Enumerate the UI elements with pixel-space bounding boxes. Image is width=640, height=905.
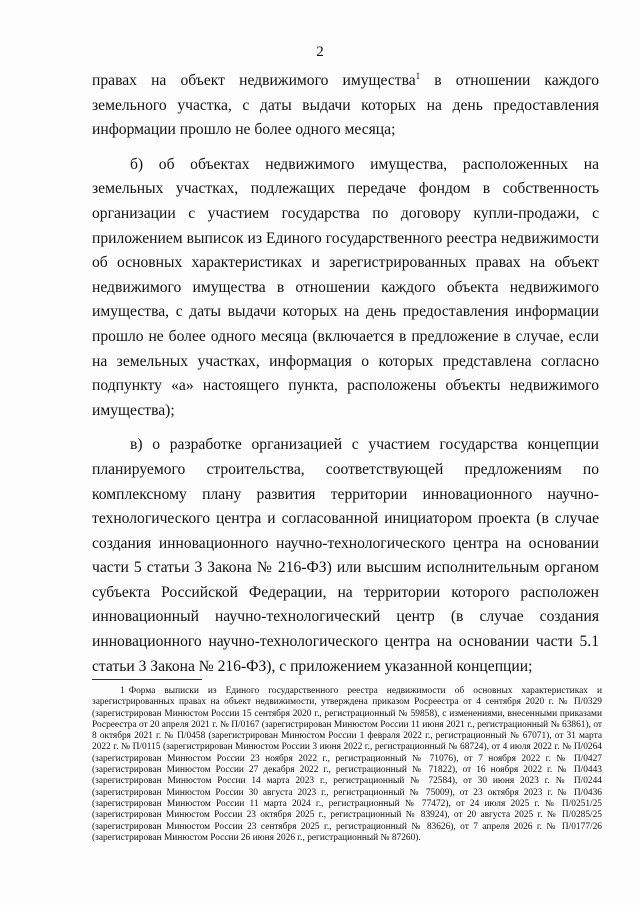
footnote-reference: 1: [415, 70, 421, 81]
paragraph-v: в) о разработке организацией с участием государства концепции планируемого строительства, соответствующей предложениям по комплексному плану развития территории инновационного научно-технологического центра и согласованной инициатором проекта (в случае создания инновационного научно-технологического центра на основании части 5 статьи 3 Закона № 216-ФЗ) или высшим исполнительным органом субъекта Российской Федерации, на территории которого расположен инновационный научно-технологический центр (в случае создания инновационного научно-технологического центра на основании части 5.1 статьи 3 Закона № 216-ФЗ), с приложением указанной концепции;: [92, 436, 599, 675]
main-text: [92, 69, 599, 679]
paragraph-text: правах на объект недвижимого имущества: [92, 72, 416, 89]
paragraph-continuation: [92, 69, 599, 143]
footnote-text: Форма выписки из Единого государственного реестра недвижимости об основных характеристиках и зарегистрированных правах на объект недвижимости, утверждена приказом Росреестра от 4 сентября 2020 г. № П/0329 (зарегистрирован Минюстом России 15 сентября 2020 г., регистрационный № 59858), с изменениями, внесенными приказами Росреестра от 20 апреля 2021 г. № П/0167 (зарегистрирован Минюстом России 11 июня 2021 г., регистрационный № 63861), от 8 октября 2021 г. № П/0458 (зарегистрирован Минюстом России 1 февраля 2022 г., регистрационный № 67071), от 31 марта 2022 г. № П/0115 (зарегистрирован Минюстом России 3 июня 2022 г., регистрационный № 68724), от 4 июля 2022 г. № П/0264 (зарегистрирован Минюстом России 23 ноября 2022 г., регистрационный № 71076), от 7 ноября 2022 г. № П/0427 (зарегистрирован Минюстом России 27 декабря 2022 г., регистрационный № 71822), от 16 ноября 2022 г. № П/0443 (зарегистрирован Минюстом России 14 марта 2023 г., регистрационный № 72584), от 30 июня 2023 г. № П/0244 (зарегистрирован Минюстом России 30 августа 2023 г., регистрационный № 75009), от 23 октября 2023 г. № П/0436 (зарегистрирован Минюстом России 11 марта 2024 г., регистрационный № 77472), от 24 июля 2025 г. № П/0251/25 (зарегистрирован Минюстом России 23 октября 2025 г., регистрационный № 83924), от 20 августа 2025 г. № П/0285/25 (зарегистрирован Минюстом России 23 сентября 2025 г., регистрационный № 83626), от 7 апреля 2026 г. № П/0177/26 (зарегистрирован Минюстом России 26 июня 2026 г., регистрационный № 87260).: [92, 686, 602, 843]
footnote: [92, 686, 602, 844]
footnote-number: 1: [120, 686, 125, 696]
page-number: 2: [316, 44, 324, 60]
footnote-separator: [92, 679, 202, 680]
paragraph-text: в отношении каждого земельного участка, с даты выдачи которых на день предоставления информации прошло не более одного месяца;: [92, 72, 599, 139]
paragraph-b: б) об объектах недвижимого имущества, расположенных на земельных участках, подлежащих передаче фондом в собственность организации с участием государства по договору купли-продажи, с приложением выписок из Единого государственного реестра недвижимости об основных характеристиках и зарегистрированных правах на объект недвижимого имущества в отношении каждого объекта недвижимого имущества, с даты выдачи которых на день предоставления информации прошло не более одного месяца (включается в предложение в случае, если на земельных участках, информация о которых представлена согласно подпункту «а» настоящего пункта, расположены объекты недвижимого имущества);: [92, 155, 599, 419]
